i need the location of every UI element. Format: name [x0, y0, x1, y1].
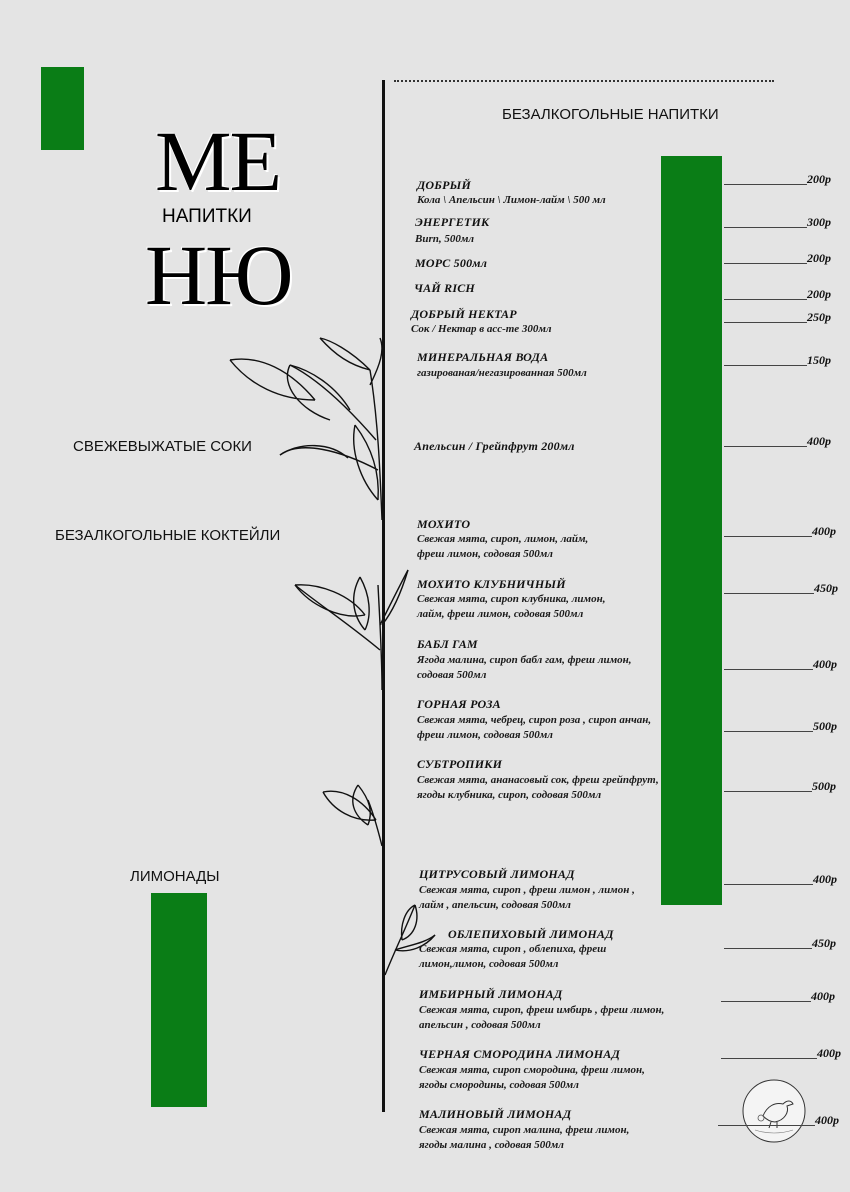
- menu-item-name: МОХИТО КЛУБНИЧНЫЙ: [417, 577, 566, 591]
- price-leader-line: [724, 948, 812, 949]
- menu-item-description: ягоды клубника, сироп, содовая 500мл: [417, 789, 602, 801]
- leaf-branch-icon: [318, 780, 388, 850]
- menu-item-price: 250р: [807, 310, 831, 324]
- menu-item-price: 200р: [807, 251, 831, 265]
- menu-item-description: Ягода малина, сироп бабл гам, фреш лимон,: [417, 654, 632, 666]
- menu-item-description: Свежая мята, сироп , облепиха, фреш: [419, 943, 607, 955]
- green-block-top-left: [41, 67, 84, 150]
- menu-item-price: 200р: [807, 172, 831, 186]
- green-block-bottom-left: [151, 893, 207, 1107]
- menu-item-price: 300р: [807, 215, 831, 229]
- menu-item-description: Сок / Нектар в асс-те 300мл: [411, 323, 552, 335]
- menu-item-name: ДОБРЫЙ НЕКТАР: [411, 307, 517, 321]
- price-leader-line: [724, 263, 807, 264]
- green-column-right: [661, 156, 722, 905]
- menu-item-description: Свежая мята, сироп, лимон, лайм,: [417, 533, 589, 545]
- menu-item-name: ОБЛЕПИХОВЫЙ ЛИМОНАД: [448, 927, 614, 941]
- menu-item-name: СУБТРОПИКИ: [417, 757, 503, 771]
- menu-item-description: Свежая мята, чебрец, сироп роза , сироп анчан,: [417, 714, 652, 726]
- menu-title-top: МЕ: [155, 113, 280, 209]
- menu-item-name: МОХИТО: [417, 517, 471, 531]
- menu-item-description: апельсин , содовая 500мл: [419, 1019, 541, 1031]
- price-leader-line: [721, 1001, 811, 1002]
- menu-item-description: Свежая мята, сироп , фреш лимон , лимон ,: [419, 884, 635, 896]
- menu-item-description: фреш лимон, содовая 500мл: [417, 729, 553, 741]
- menu-item-name: МИНЕРАЛЬНАЯ ВОДА: [417, 350, 549, 364]
- menu-item-name: МАЛИНОВЫЙ ЛИМОНАД: [419, 1107, 572, 1121]
- section-lemonades: ЛИМОНАДЫ: [130, 868, 220, 885]
- menu-item-price: 400р: [812, 524, 836, 538]
- menu-item-name: МОРС 500мл: [415, 256, 488, 270]
- price-leader-line: [724, 593, 814, 594]
- menu-item-price: 400р: [813, 872, 837, 886]
- menu-item-description: газированая/негазированная 500мл: [417, 367, 587, 379]
- price-leader-line: [718, 1125, 815, 1126]
- menu-item-name: ЧЕРНАЯ СМОРОДИНА ЛИМОНАД: [419, 1047, 621, 1061]
- section-fresh-juices: СВЕЖЕВЫЖАТЫЕ СОКИ: [73, 438, 252, 455]
- price-leader-line: [724, 791, 812, 792]
- menu-item-description: Свежая мята, ананасовый сок, фреш грейпфрут,: [417, 774, 659, 786]
- menu-item-price: 450р: [814, 581, 838, 595]
- menu-item-description: Свежая мята, сироп малина, фреш лимон,: [419, 1124, 630, 1136]
- menu-item-description: содовая 500мл: [417, 669, 487, 681]
- price-leader-line: [724, 669, 813, 670]
- menu-item-price: 400р: [811, 989, 835, 1003]
- bird-stamp-icon: [741, 1078, 807, 1144]
- menu-item-price: 500р: [813, 719, 837, 733]
- dotted-top-rule: [394, 80, 774, 82]
- menu-title-bottom: НЮ: [145, 227, 292, 323]
- price-leader-line: [724, 299, 807, 300]
- price-leader-line: [724, 184, 807, 185]
- price-leader-line: [724, 365, 807, 366]
- menu-item-description: Свежая мята, сироп смородина, фреш лимон,: [419, 1064, 645, 1076]
- section-mocktails: БЕЗАЛКОГОЛЬНЫЕ КОКТЕЙЛИ: [55, 527, 281, 544]
- menu-item-price: 400р: [807, 434, 831, 448]
- price-leader-line: [724, 227, 807, 228]
- price-leader-line: [724, 322, 807, 323]
- menu-item-price: 400р: [813, 657, 837, 671]
- menu-item-name: ЭНЕРГЕТИК: [415, 215, 490, 229]
- menu-item-description: лимон,лимон, содовая 500мл: [419, 958, 559, 970]
- menu-item-name: Апельсин / Грейпфрут 200мл: [414, 439, 575, 453]
- leaf-branch-icon: [220, 330, 390, 530]
- menu-item-price: 400р: [815, 1113, 839, 1127]
- menu-item-name: ГОРНАЯ РОЗА: [417, 697, 501, 711]
- price-leader-line: [724, 446, 807, 447]
- price-leader-line: [721, 1058, 817, 1059]
- menu-item-price: 400р: [817, 1046, 841, 1060]
- menu-item-name: ЧАЙ RICH: [414, 281, 475, 295]
- price-leader-line: [724, 536, 812, 537]
- menu-item-price: 150р: [807, 353, 831, 367]
- menu-item-description: Кола \ Апельсин \ Лимон-лайм \ 500 мл: [417, 194, 606, 206]
- menu-item-description: ягоды малина , содовая 500мл: [419, 1139, 564, 1151]
- menu-item-description: Свежая мята, сироп, фреш имбирь , фреш лимон,: [419, 1004, 665, 1016]
- menu-item-name: ИМБИРНЫЙ ЛИМОНАД: [419, 987, 563, 1001]
- menu-item-name: ДОБРЫЙ: [417, 178, 471, 192]
- menu-item-description: Burn, 500мл: [415, 233, 475, 245]
- menu-item-description: лайм, фреш лимон, содовая 500мл: [417, 608, 584, 620]
- menu-item-price: 200р: [807, 287, 831, 301]
- menu-item-description: фреш лимон, содовая 500мл: [417, 548, 553, 560]
- menu-subtitle: НАПИТКИ: [162, 206, 252, 227]
- price-leader-line: [724, 884, 813, 885]
- section-soft-drinks: БЕЗАЛКОГОЛЬНЫЕ НАПИТКИ: [502, 106, 719, 123]
- leaf-branch-icon: [290, 565, 420, 695]
- price-leader-line: [724, 731, 813, 732]
- menu-item-name: ЦИТРУСОВЫЙ ЛИМОНАД: [419, 867, 575, 881]
- menu-item-description: лайм , апельсин, содовая 500мл: [419, 899, 571, 911]
- menu-item-description: ягоды смородины, содовая 500мл: [419, 1079, 579, 1091]
- menu-item-price: 500р: [812, 779, 836, 793]
- menu-item-name: БАБЛ ГАМ: [417, 637, 478, 651]
- menu-item-price: 450р: [812, 936, 836, 950]
- menu-item-description: Свежая мята, сироп клубника, лимон,: [417, 593, 606, 605]
